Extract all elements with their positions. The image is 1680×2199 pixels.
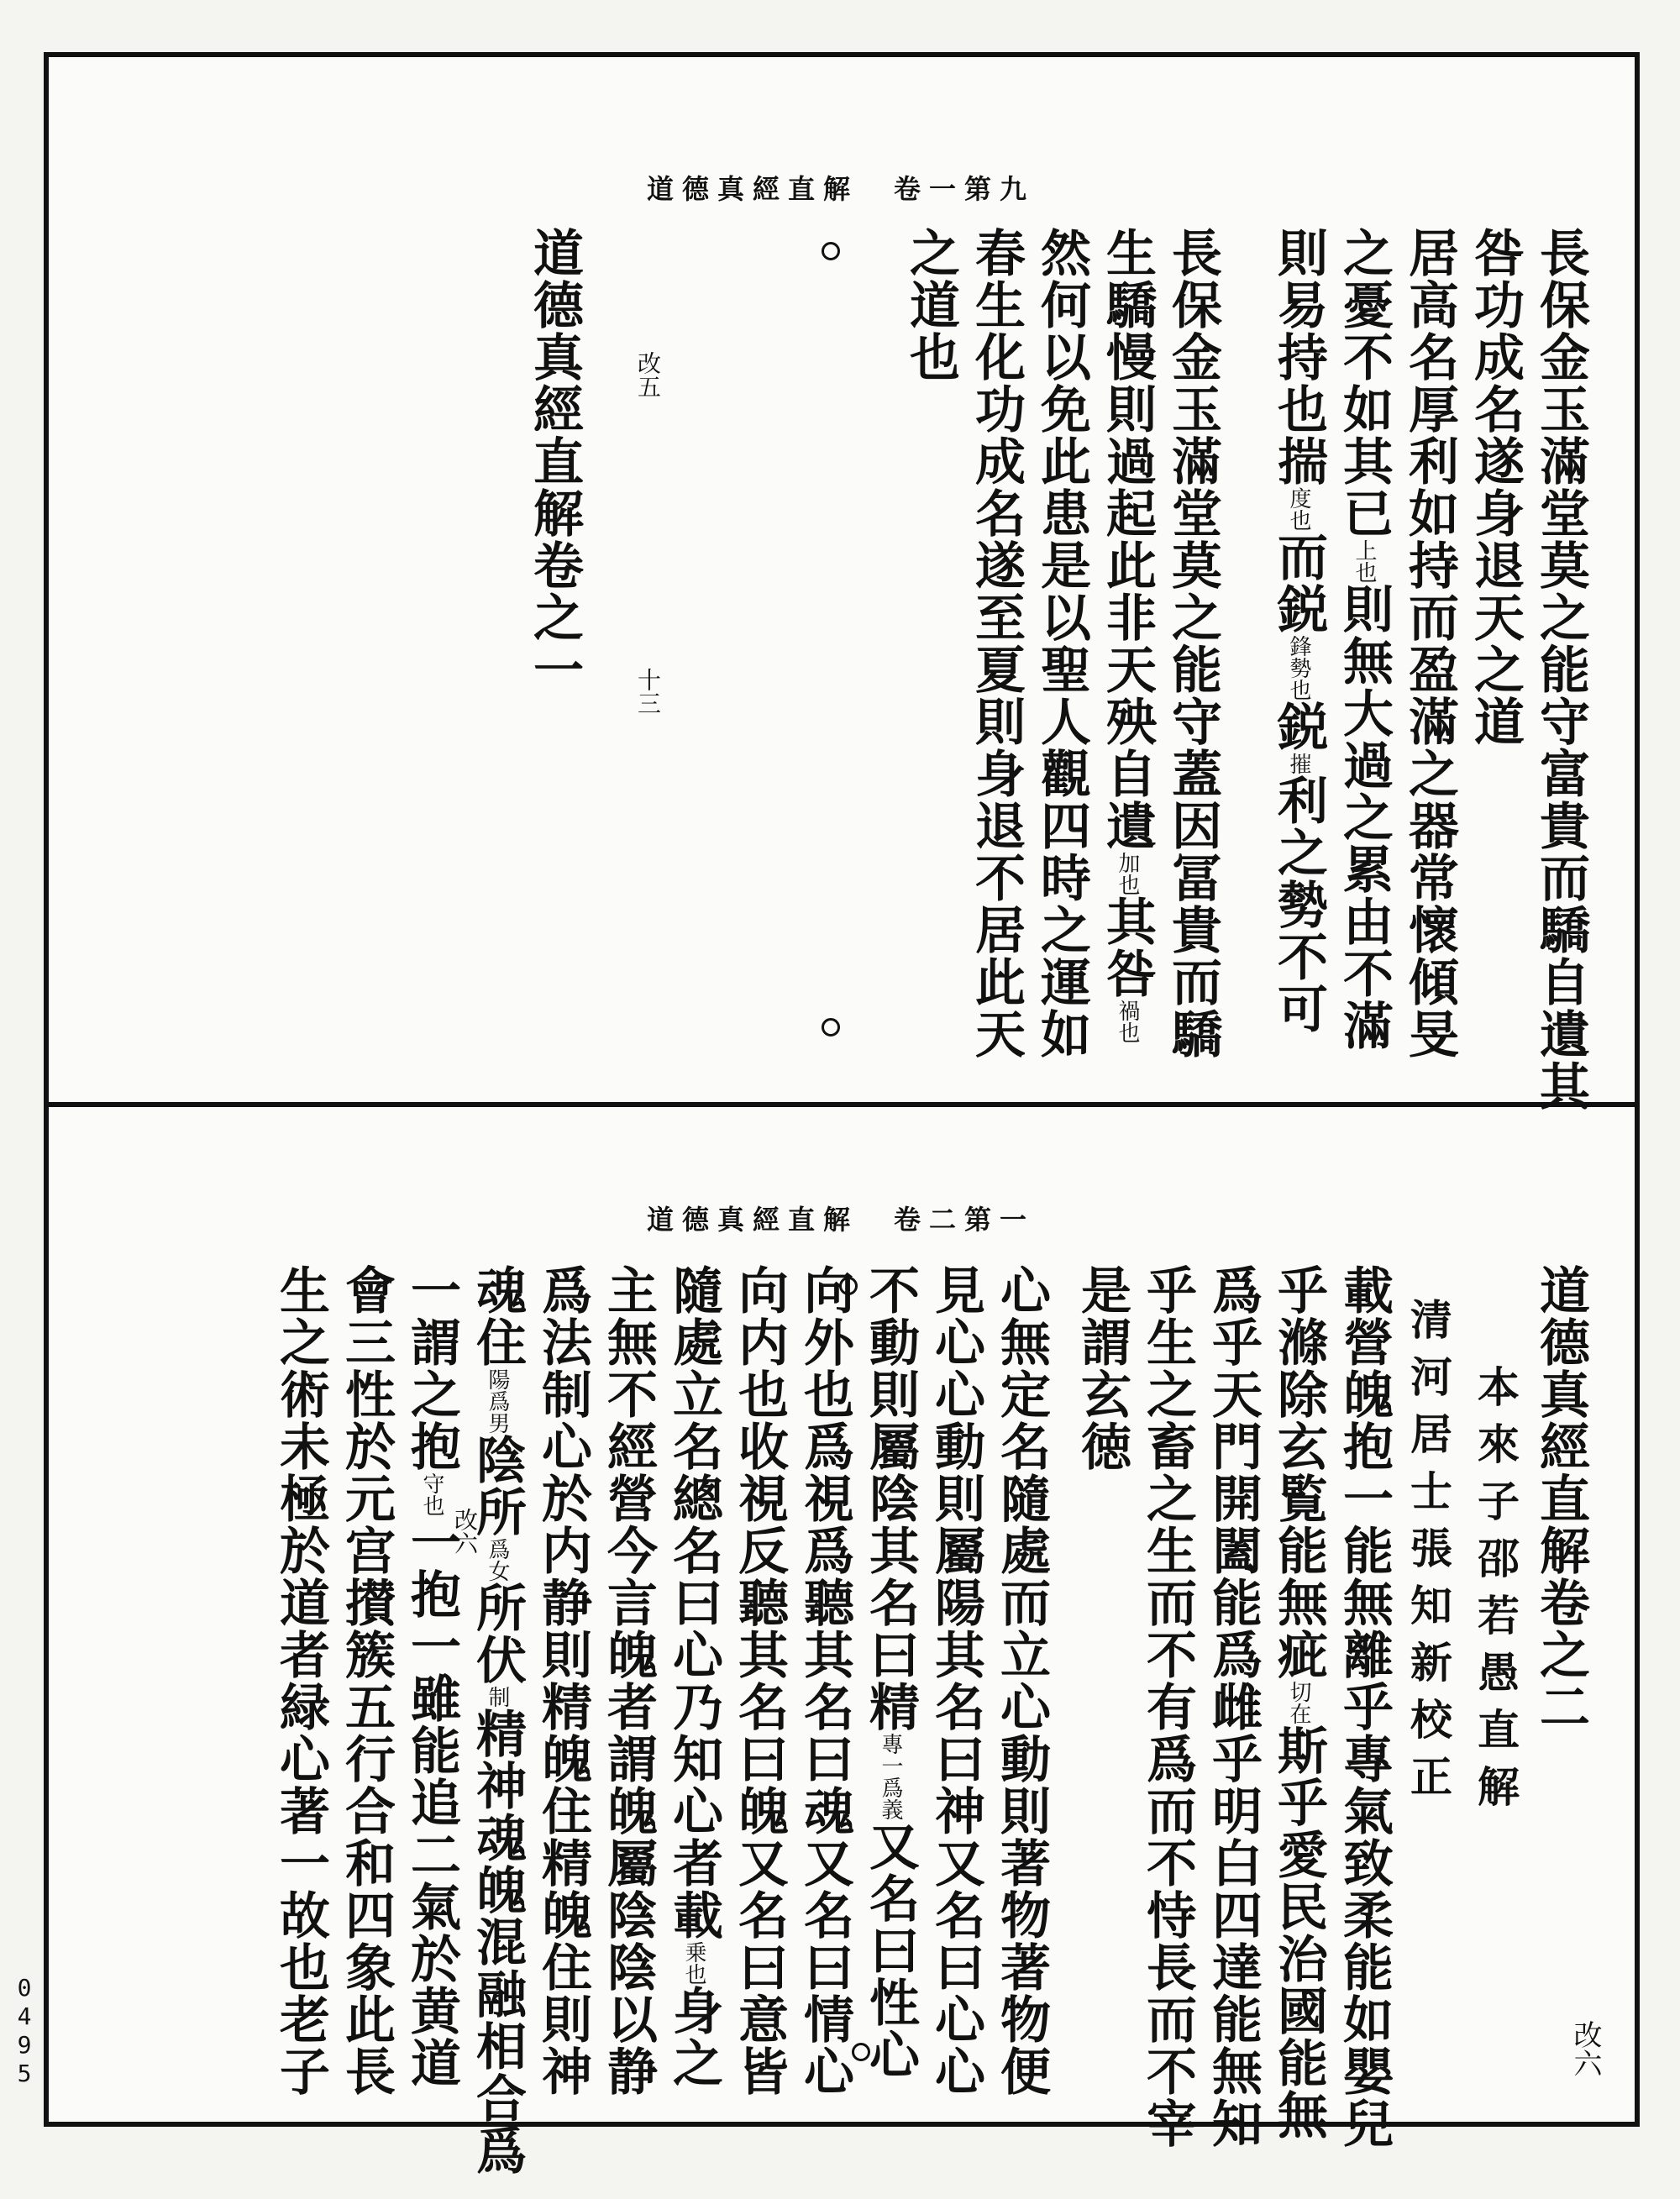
text-segment: 則無大過之累由不滿 [1335, 583, 1394, 1052]
text-segment: 鋭 [1269, 701, 1328, 753]
text-segment: 居高名厚利如持而盈滿之器常懷傾旻 [1400, 227, 1459, 1060]
interlinear-note: 禍也 [1115, 1000, 1140, 1043]
text-segment: 斯 [1269, 1724, 1328, 1777]
interlinear-note: 上也 [1352, 539, 1377, 583]
interlinear-note: 度也 [1286, 487, 1311, 531]
bottom-page-mark: 改六 [1568, 2020, 1602, 2077]
text-segment: 見心心動則屬陽其名曰神又名曰心心 [927, 1264, 985, 2097]
text-segment: 而鋭 [1269, 531, 1328, 635]
text-segment: 乎愛民治國能無 [1269, 1777, 1328, 2141]
text-segment: 長保金玉滿堂莫之能守蓋因冨貴而驕 [1163, 227, 1222, 1060]
interlinear-note: 專一爲義 [878, 1733, 903, 1820]
text-segment: 是謂玄徳 [1073, 1264, 1131, 1472]
text-column [660, 1264, 727, 2089]
text-column [922, 1264, 990, 2097]
punctuation-circle [822, 242, 840, 260]
text-segment: 春生化功成名遂至夏則身退不居此天 [967, 227, 1026, 1060]
text-segment: 所伏 [468, 1582, 527, 1686]
text-column [1068, 1264, 1136, 1472]
text-column [529, 1264, 596, 2097]
text-column [857, 1264, 924, 2081]
text-segment: 向内也收視反聽其名曰魄又名曰意皆 [730, 1264, 789, 2097]
text-segment: 一抱一雖能追二氣於黄道 [402, 1516, 461, 2089]
text-segment: 之道也 [901, 227, 960, 383]
text-column [1331, 227, 1398, 1052]
text-column [1265, 227, 1332, 1035]
text-segment: 精神魂魄混融相合爲 [468, 1708, 527, 2176]
text-segment: 則易持也揣 [1269, 227, 1328, 487]
interlinear-note: 鋒勢也 [1286, 635, 1311, 701]
text-column: 長保金玉滿堂莫之能守富貴而驕自遺其 [1531, 227, 1590, 1112]
text-segment: 載營魄抱一能無離乎專氣致柔能如嬰兒 [1335, 1264, 1394, 2149]
text-segment: 利之勢不可 [1269, 774, 1328, 1035]
punctuation-circle [852, 2043, 870, 2061]
text-column [897, 227, 964, 383]
text-segment: 心無定名隨處而立心動則著物著物便 [992, 1264, 1051, 2097]
text-column [726, 1264, 793, 2097]
interlinear-note: 切在 [1286, 1681, 1311, 1724]
text-segment: 爲法制心於内静則精魄住精魄住則神 [533, 1264, 592, 2097]
text-column [1396, 227, 1463, 1060]
interlinear-note: 加也 [1115, 852, 1140, 895]
text-segment: 一謂之抱 [402, 1264, 461, 1472]
top-end-count: 十三 [634, 668, 662, 715]
text-column [1159, 227, 1226, 1060]
interlinear-note: 守也 [419, 1472, 444, 1516]
text-column [1094, 227, 1161, 1043]
text-column: 咎功成名遂身退天之道 [1466, 227, 1525, 748]
text-segment: 生之術未極於道者緑心著一故也老子 [271, 1264, 330, 2097]
text-segment: 爲乎天門開闔能爲雌乎明白四達能無知 [1204, 1264, 1263, 2149]
text-segment: 乎滌除玄覧能無疵 [1269, 1264, 1328, 1681]
text-column [595, 1264, 662, 2097]
text-segment: 之憂不如其已 [1335, 227, 1394, 539]
text-column [963, 227, 1030, 1060]
top-end-note: 改五 [634, 351, 662, 398]
text-column [267, 1264, 334, 2097]
text-column [1134, 1264, 1201, 2149]
text-segment: 身之 [664, 1985, 723, 2089]
text-column [1200, 1264, 1267, 2149]
bottom-page-header: 道德真經直解 卷二第一 [647, 1204, 1036, 1236]
text-column [464, 1264, 531, 2176]
top-end-title: 道德真經直解卷之一 [525, 227, 584, 695]
bottom-editor: 清河居士張知新校正 [1404, 1298, 1453, 1812]
text-column [1265, 1264, 1332, 2141]
text-column [791, 1264, 858, 2097]
interlinear-note: 爲女 [485, 1538, 510, 1582]
text-segment: 其咎 [1098, 895, 1157, 1000]
text-segment: 主無不經營今言魄者謂魄屬陰陰以静 [599, 1264, 658, 2097]
interlinear-note: 乗也 [681, 1941, 706, 1985]
text-segment: 隨處立名總名曰心乃知心者載 [664, 1264, 723, 1941]
text-segment: 會三性於元宫攅簇五行合和四象此長 [337, 1264, 396, 2097]
text-segment: 然何以免此患是以聖人觀四時之運如 [1032, 227, 1091, 1060]
bottom-title: 道德真經直解卷之二 [1531, 1264, 1590, 1733]
punctuation-circle [839, 1277, 858, 1295]
text-column [988, 1264, 1055, 2097]
top-page-header: 道德真經直解 卷一第九 [647, 173, 1036, 205]
text-column [398, 1264, 465, 2089]
text-segment: 向外也爲視爲聽其名曰魂又名曰情心 [795, 1264, 854, 2097]
interlinear-note: 陽爲男 [485, 1368, 510, 1434]
text-segment: 又名曰性心 [861, 1820, 920, 2081]
interlinear-note: 摧 [1286, 753, 1311, 774]
text-segment: 乎生之畜之生而不有爲而不恃長而不宰 [1138, 1264, 1197, 2149]
text-segment: 生驕慢則過起此非天殃自遺 [1098, 227, 1157, 852]
punctuation-circle [822, 1018, 840, 1037]
side-page-number: 0 4 9 5 [17, 1974, 32, 2087]
text-column [1331, 1264, 1398, 2149]
interlinear-note: 制 [485, 1686, 510, 1708]
text-segment: 魂住 [468, 1264, 527, 1368]
bottom-author: 本來子邵若愚直解 [1471, 1365, 1520, 1822]
bottom-mid-mark: 改六 [451, 1508, 479, 1555]
text-column [333, 1264, 400, 2097]
page-divider [44, 1102, 1640, 1107]
text-segment: 陰所 [468, 1434, 527, 1538]
text-column [1028, 227, 1095, 1060]
text-segment: 不動則屬陰其名曰精 [861, 1264, 920, 1733]
